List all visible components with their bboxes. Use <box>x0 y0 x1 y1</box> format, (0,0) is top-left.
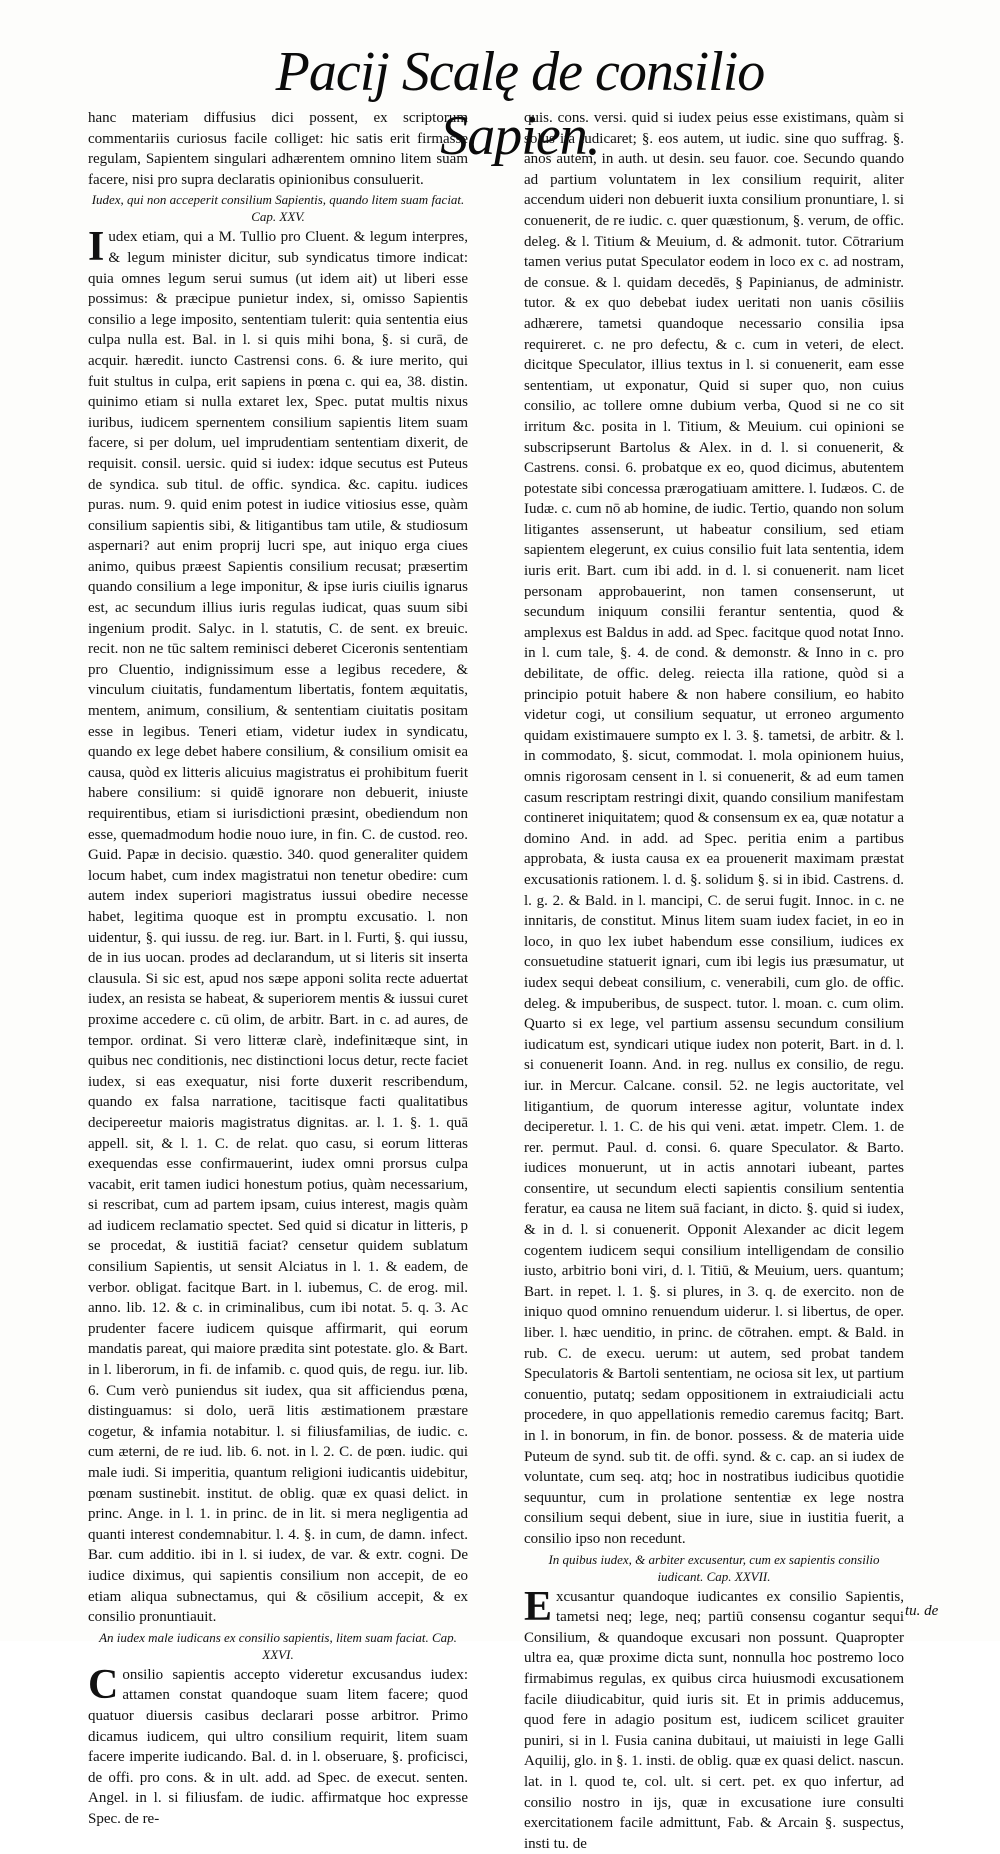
paragraph-continuation: hanc materiam diffusius dici possent, ex scriptorum commentariis curiosus facile colliget: hic satis erit firmasse regulam, Sapientem singulari adhærentem omnino litem suam facere, nisi pro supra declaratis opinionibus consuluerit. <box>88 110 468 188</box>
chapter-heading-26: An iudex male iudicans ex consilio sapientis, litem suam faciat. Cap. XXVI. <box>99 1629 457 1662</box>
chapter-heading-25: Iudex, qui non acceperit consilium Sapientis, quando litem suam faciat. Cap. XXV. <box>91 192 465 225</box>
chapter-26-text: onsilio sapientis accepto videretur excusandus iudex: attamen constat quandoque suam litem facere; quod quatuor diuersis casibus declarari posse arbitror. Primo dicamus iudicem, qui ultro consilium requirit, litem suam facere imperite iudicando. Bal. d. in l. obseruare, §. proficisci, de offi. pro cons. & in ult. add. ad Spec. de execut. senten. Angel. in l. si filiusfam. de iudic. affirmatque hoc expresse Spec. de re- <box>88 1666 468 1827</box>
drop-cap: E <box>524 1583 553 1630</box>
chapter-26-continuation: quis. cons. versi. quid si iudex peius esse existimans, quàm si solus ita iudicaret; §. eos autem, ut iudic. sine quo suffrag. §. anos autem, in auth. ut desin. seu fauor. coe. Secundo quando ad partium voluntatem in lex consilium requirit, aliter accendum uideri non debuerit iuxta consilium pronuntiare, l. si conuenerit, de re iudic. c. quer quæstionum, §. verum, de offic. deleg. & l. Titium & Meuium, d. & admonit. tutor. Cōtrarium tamen verius putat Speculator eodem in loco ex c. ad nostram, de consue. & l. quidam decedēs, § Papinianus, de administr. tutor. & ex quo debebat iudex ueritati non uanis cōsiliis adhærere, tametsi quandoque necessario consilia ipsa requireret. c. ne pro defectu, & c. cum in veteri, de elect. dicitque Speculator, illius textus in l. si conuenerit, eam esse sententiam, ut exponatur, Quid si super quo, non cuius consilio, ac tollere omne dubium verba, Quod si ne co sit irritum &c. posita in l. Titium, & Meuium. cui opinioni se subscripserunt Bartolus & Alex. in d. l. si conuenerit, & Castrens. consi. 6. probatque ex eo, quod dicimus, abutentem potestate sibi concessa prærogatiuam amittere. l. Iudæos. C. de Iudæ. c. cum nō ab homine, de iudic. Tertio, quando non solum litigantes assenserunt, ut habeatur consilium, sed etiam sapientem elegerunt, ex cuius consilio fuit lata sententia, idem iuris erit. Bart. cum ibi add. in d. l. si conuenerit. nam licet personam approbauerint, non tamen consenserunt, ut secundum iniquum consilii ferantur sententia, quod & amplexus est Baldus in add. ad Spec. facitque quod notat Inno. in l. cum tale, §. 4. de cond. & demonstr. & Inno in c. pro debilitate, de offic. deleg. reiecta illa ratione, quòd si a principio potuit habere & non habere consilium, eo habito videtur cogi, ut consilium sequatur, ut erroneo argumento quidam existimauere sumpto ex l. 3. §. tametsi, de arbitr. & l. in commodato, §. sicut, commodat. l. mola opinionem huius, omnis rigorosam censent in l. si conuenerit, & ad eum tamen casum rescriptam restringi dixit, quando consilium manifestam contineret iniquitatem; quod & consensum ex ea, quæ notatur a domino And. in add. ad Spec. peritia enim a partibus approbata, & iusta causa ex ea prouenerit maximam præstat excusationis rationem. l. d. §. solidum §. si in ibid. Castrens. d. l. g. 2. & Bald. in l. mancipi, C. de serui fugit. Innoc. in c. ne innitaris, de constitut. Minus litem suam iudex faciet, in eo in loco, in quo lex iubet habendum esse consilium, iudices ex consuetudine statuerit ignari, cum ibi legis ius præsumatur, ut iudex sequi debeat consilium, c. venerabili, cum glo. de offic. deleg. & impuberibus, de suspect. tutor. l. moan. c. cum olim. Quarto si ex lege, vel partium assensu secundum consilium iudicatum est, syndicari utique iudex non poterit, Bart. in d. l. si conuenerit Ioann. And. in reg. nullus ex consilio, de regu. iur. in Mercur. Calcane. consil. 52. ne legis auctoritate, vel litigantium, de quorum interesse agitur, voluntate index deciperetur. l. 1. C. de his qui veni. ætat. impetr. Clem. 1. de rer. permut. Paul. d. consi. 6. quare Speculator. & Barto. iudices monuerunt, ut in actis annotari iubeant, partes consentire, ut secundum electi sapientis consilium sententia feratur, ea causa ne litem suā faciant, in dicto. §. quid si iudex, & in d. l. si conuenerit. Opponit Alexander ac dicit legem cogentem iudicem sequi consilium intelligendam de consilio iusto, arbitrio boni viri, d. l. Titiū, & Meuium, uers. quantum; Bart. in repet. l. 1. §. si plures, in 3. q. de exercito. non de iniquo quod omnino renuendum uiderur. l. si libertus, de oper. liber. l. hæc uenditio, in princ. de cōtrahen. empt. & Bald. in rub. C. de execu. uerum: ut autem, sed probat tandem Speculatoris & Bartoli sententiam, ne ociosa sit lex, ut partium conuentio, putatq; sedam oppositionem in extraiudiciali actu procedere, in quo appellationis remedio caremus facitq; Bart. in l. in bonorum, in fin. de bonor. possess. & de materia uide Puteum de synd. sub tit. de offi. synd. & c. cap. an si iudex de voluntate, cum seq. atq; hoc in nostratibus iudicibus quotidie sequuntur, cum in prolatione sententiæ ex lege nostra consilium sequi debent, siue in iure, siue in iustitia fuerit, a consilio ipso non recedunt. <box>524 110 904 1547</box>
drop-cap: I <box>88 224 105 271</box>
catchword: tu. de <box>905 1603 939 1619</box>
right-column <box>524 108 904 1854</box>
chapter-26-body <box>88 1661 468 1830</box>
chapter-27-body <box>524 1583 904 1854</box>
chapter-heading-27: In quibus iudex, & arbiter excusentur, cum ex sapientis consilio iudicant. Cap. XXVII. <box>548 1551 880 1584</box>
drop-cap: C <box>88 1661 119 1708</box>
chapter-27-text: xcusantur quandoque iudicantes ex consilio Sapientis, tametsi neq; lege, neq; partiū consensu cogantur sequi Consilium, & quandoque excusari non possunt. Quapropter ultra ea, quæ proxime dicta sunt, nonnulla hoc postremo loco firmabimus regulas, ex quibus circa huiusmodi excusationem facile diiudicabitur, quid iuris sit. Et in primis adducemus, quod fere in adagio positum est, iudicem scilicet grauiter puniri, si in l. Fusia canina dubitaui, ut maiuisti in lege Galli Aquilij, glo. in §. 1. insti. de oblig. quæ ex quasi delict. nascun. lat. in l. quod te, col. ult. si cert. pet. ex quo infertur, ad consilio nostro in ijs, quæ in excusatione iure consulti exercitationem facile admittunt, Fab. & Arcain §. suspectus, insti tu. de <box>524 1588 904 1852</box>
chapter-25-body <box>88 224 468 1627</box>
running-head: Pacij Scalę de consilio Sapien. <box>275 41 765 167</box>
left-column <box>88 108 468 1830</box>
chapter-25-text: udex etiam, qui a M. Tullio pro Cluent. & legum interpres, & legum minister dicitur, sub syndicatus timore indicat: quia omnes legum serui sumus (ut idem ait) ut liberi esse possimus: & præcipue punietur index, si, omisso Sapientis consilio a lege imposito, sententiam tulerit: quia sententia eius culpa nulla est. Bal. in l. si quis mihi bona, §. si curā, de acquir. hæredit. iuncto Castrensi cons. 6. & iure merito, qui fuit stultus in culpa, erit sapiens in pœna c. qui ea, 38. distin. quinimo etiam si nulla extaret lex, Spec. putat multis nixus iuribus, iudicem spernentem consilium sapientis litem suam facere, si per dolum, uel imprudentiam sententiam dixerit, de requisit. consil. uersic. quid si iudex: idque secutus est Puteus de syndica. sub titul. de offic. syndica. &c. capitu. iudices puras. num. 9. quid enim potest in iudice vitiosius esse, quàm consilium sapientis sibi, & litigantibus tam utile, & studiosum aspernari? aut enim proprij lucri spe, aut iniquo erga ciues animo, quibus præest Sapientis consilium recusat; præsertim quando consilium a lege imponitur, & ipse iuris ciuilis ignarus est, ac secundum illius iuris regulas iudicat, quas suum sibi ingenium prodit. Salyc. in l. statutis, C. de sent. ex breuic. recit. non ne tūc saltem reminisci deberet Ciceronis sententiam pro Cluentio, indignissimum esse a legibus recedere, & vinculum ciuitatis, fundamentum libertatis, fontem æquitatis, mentem, animum, consilium, & sententiam ciuitatis positam esse in legibus. Teneri etiam, videtur iudex in syndicatu, quando ex lege debet habere consilium, & consilium omisit ea causa, quòd ex litteris alicuius magistratus ei prohibitum fuerit habere consilium: si quidē ignorare non debuerit, iniuste requirentibus, etiam si iurisdictioni præsint, obediendum non esse, quemadmodum hodie nouo iure, in fin. C. de custod. reo. Guid. Papæ in decisio. quæstio. 340. quod generaliter quidem locum habet, cum index magistratui non tenetur obedire: cum autem index superiori magistratus iussui obedire necesse habet, legitima quoque est in promptu excusatio. l. non uidentur, §. qui iussu. de reg. iur. Bart. in l. Furti, §. qui iussu, de in ius uocan. prodes ad declarandum, ut si literis sit inserta clausula. Si sic est, apud nos sæpe apponi solita recte aduertat iudex, an resista se habeat, & superiorem mentis & iussui curet proxime accedere c. cū olim, de arbitr. Bart. in c. ad aures, de tempor. ordinat. Si vero litteræ clarè, indefinitæque sint, in quibus nec conditionis, nec distinctioni locus detur, recte faciet iudex, si eas exequatur, nisi forte duxerit rescribendum, quando ex falsa narratione, tacitisque facti qualitatibus decipereetur maioris magistratus dignitas. ar. l. 1. §. 1. quā appell. sit, & l. 1. C. de relat. quo casu, si eorum litteras exequendas esse confirmauerint, iudex omni prorsus culpa vacabit, erit tamen iudici honestum potius, quàm necessarium, si rescribat, cum ad partem ipsam, cuius interest, magis quàm ad iudicem reclamatio spectet. Sed quid si dicatur in litteris, p se procedat, & iustitiā faciat? censetur quidem sublatum consilium Sapientis, ut sensit Alciatus in l. 1. & eadem, de verbor. obligat. facitque Bart. in l. iubemus, C. de erog. mil. anno. lib. 12. & c. in criminalibus, cum ibi notat. 5. q. 3. Ac prudenter facere iudicem quisque affirmarit, qui eorum mandatis pareat, qui maiore prædita sint potestate. glo. & Bart. in l. liberorum, in fi. de infamib. c. quod quis, de regu. iur. lib. 6. Cum verò puniendus sit iudex, qua sit afficiendus pœna, distinguamus: si dolo, uerā litis æstimationem præstare cogetur, & infamia notabitur. l. si filiusfamilias, de iudic. c. cum æterni, de re iud. lib. 6. not. in l. 2. C. de pœn. iudic. qui male iudi. Si imperitia, quantum religioni iudicantis uidebitur, pœnam sustinebit. institut. de oblig. quæ ex quasi delict. in princ. Ange. in l. 1. in princ. de in lit. si mera negligentia ad quanti interest condemnabitur. l. 4. §. in cum, de damn. infect. Bar. cum additio. ibi in l. si iudex, de var. & extr. cogni. De iudice diximus, qui sapientis consilium non accepit, de eo etiam aliqua subnectamus, qui & cōsilium accepit, & ex consilio pronuntiauit. <box>88 229 468 1626</box>
